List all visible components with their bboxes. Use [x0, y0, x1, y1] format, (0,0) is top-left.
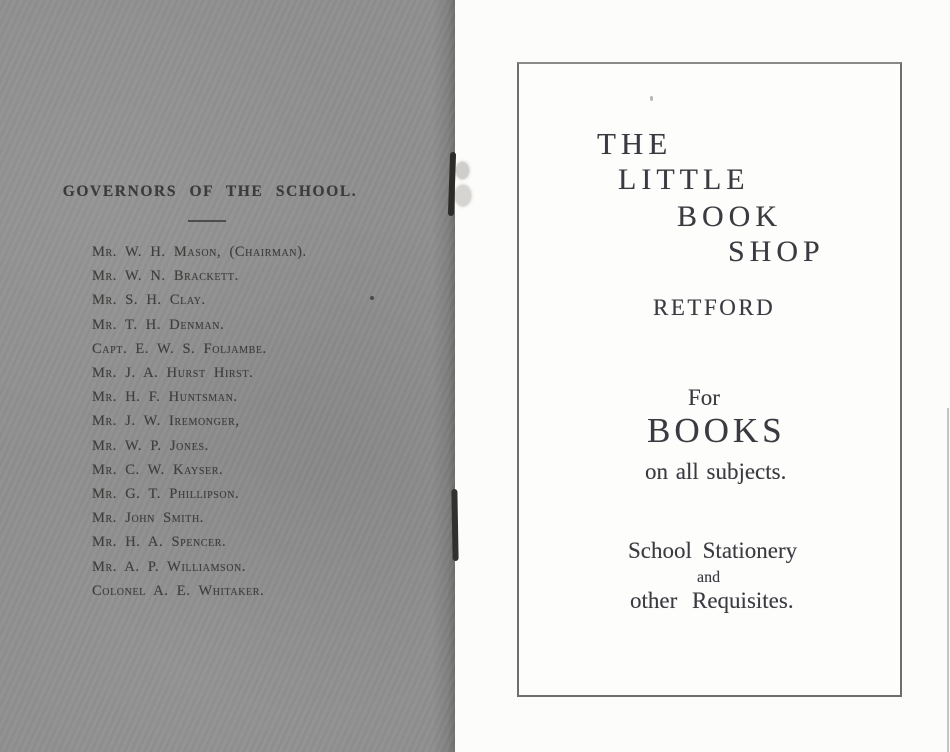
governor-name: Mr. J. A. Hurst Hirst. — [92, 365, 254, 382]
governor-name: Mr. W. P. Jones. — [92, 437, 209, 454]
advert-for-line: For — [688, 385, 720, 410]
advert-subjects-line: on all subjects. — [645, 459, 787, 484]
binding-thread-blob — [456, 162, 469, 179]
advert-title-line-book: BOOK — [677, 200, 783, 233]
governor-name: Mr. T. H. Denman. — [92, 316, 225, 333]
staple-bottom — [451, 489, 458, 561]
governor-name: Mr. John Smith. — [92, 510, 204, 527]
governor-name: Colonel A. E. Whitaker. — [92, 582, 265, 599]
governor-name: Mr. J. W. Iremonger, — [92, 413, 240, 430]
advert-title-line-shop: SHOP — [728, 235, 825, 268]
advert-page-frame — [517, 62, 902, 697]
advert-stationery-line: School Stationery — [628, 538, 798, 563]
dust-speck — [650, 96, 653, 101]
governor-name: Mr. S. H. Clay. — [92, 292, 206, 309]
advert-title-line-the: THE — [597, 126, 673, 161]
binding-thread-blob — [455, 185, 471, 206]
governor-name: Mr. H. A. Spencer. — [92, 534, 227, 551]
dust-speck — [370, 296, 374, 300]
page-edge-line — [947, 408, 949, 752]
governor-name: Mr. W. N. Brackett. — [92, 268, 239, 285]
advert-location: RETFORD — [653, 295, 776, 320]
governor-name: Capt. E. W. S. Foljambe. — [92, 340, 267, 357]
governor-name: Mr. C. W. Kayser. — [92, 461, 224, 478]
governor-name: Mr. A. P. Williamson. — [92, 558, 247, 575]
advert-title-line-little: LITTLE — [618, 163, 750, 196]
advert-requisites-line: other Requisites. — [630, 588, 794, 613]
governors-heading: GOVERNORS OF THE SCHOOL. — [62, 183, 358, 200]
advert-and-line: and — [697, 569, 721, 586]
left-page — [0, 0, 455, 752]
governor-name: Mr. G. T. Phillipson. — [92, 486, 240, 503]
governor-name: Mr. W. H. Mason, (Chairman). — [92, 244, 307, 260]
governor-name: Mr. H. F. Huntsman. — [92, 389, 238, 406]
heading-rule — [188, 220, 226, 222]
advert-books-line: BOOKS — [647, 411, 786, 450]
governors-list — [92, 240, 422, 603]
